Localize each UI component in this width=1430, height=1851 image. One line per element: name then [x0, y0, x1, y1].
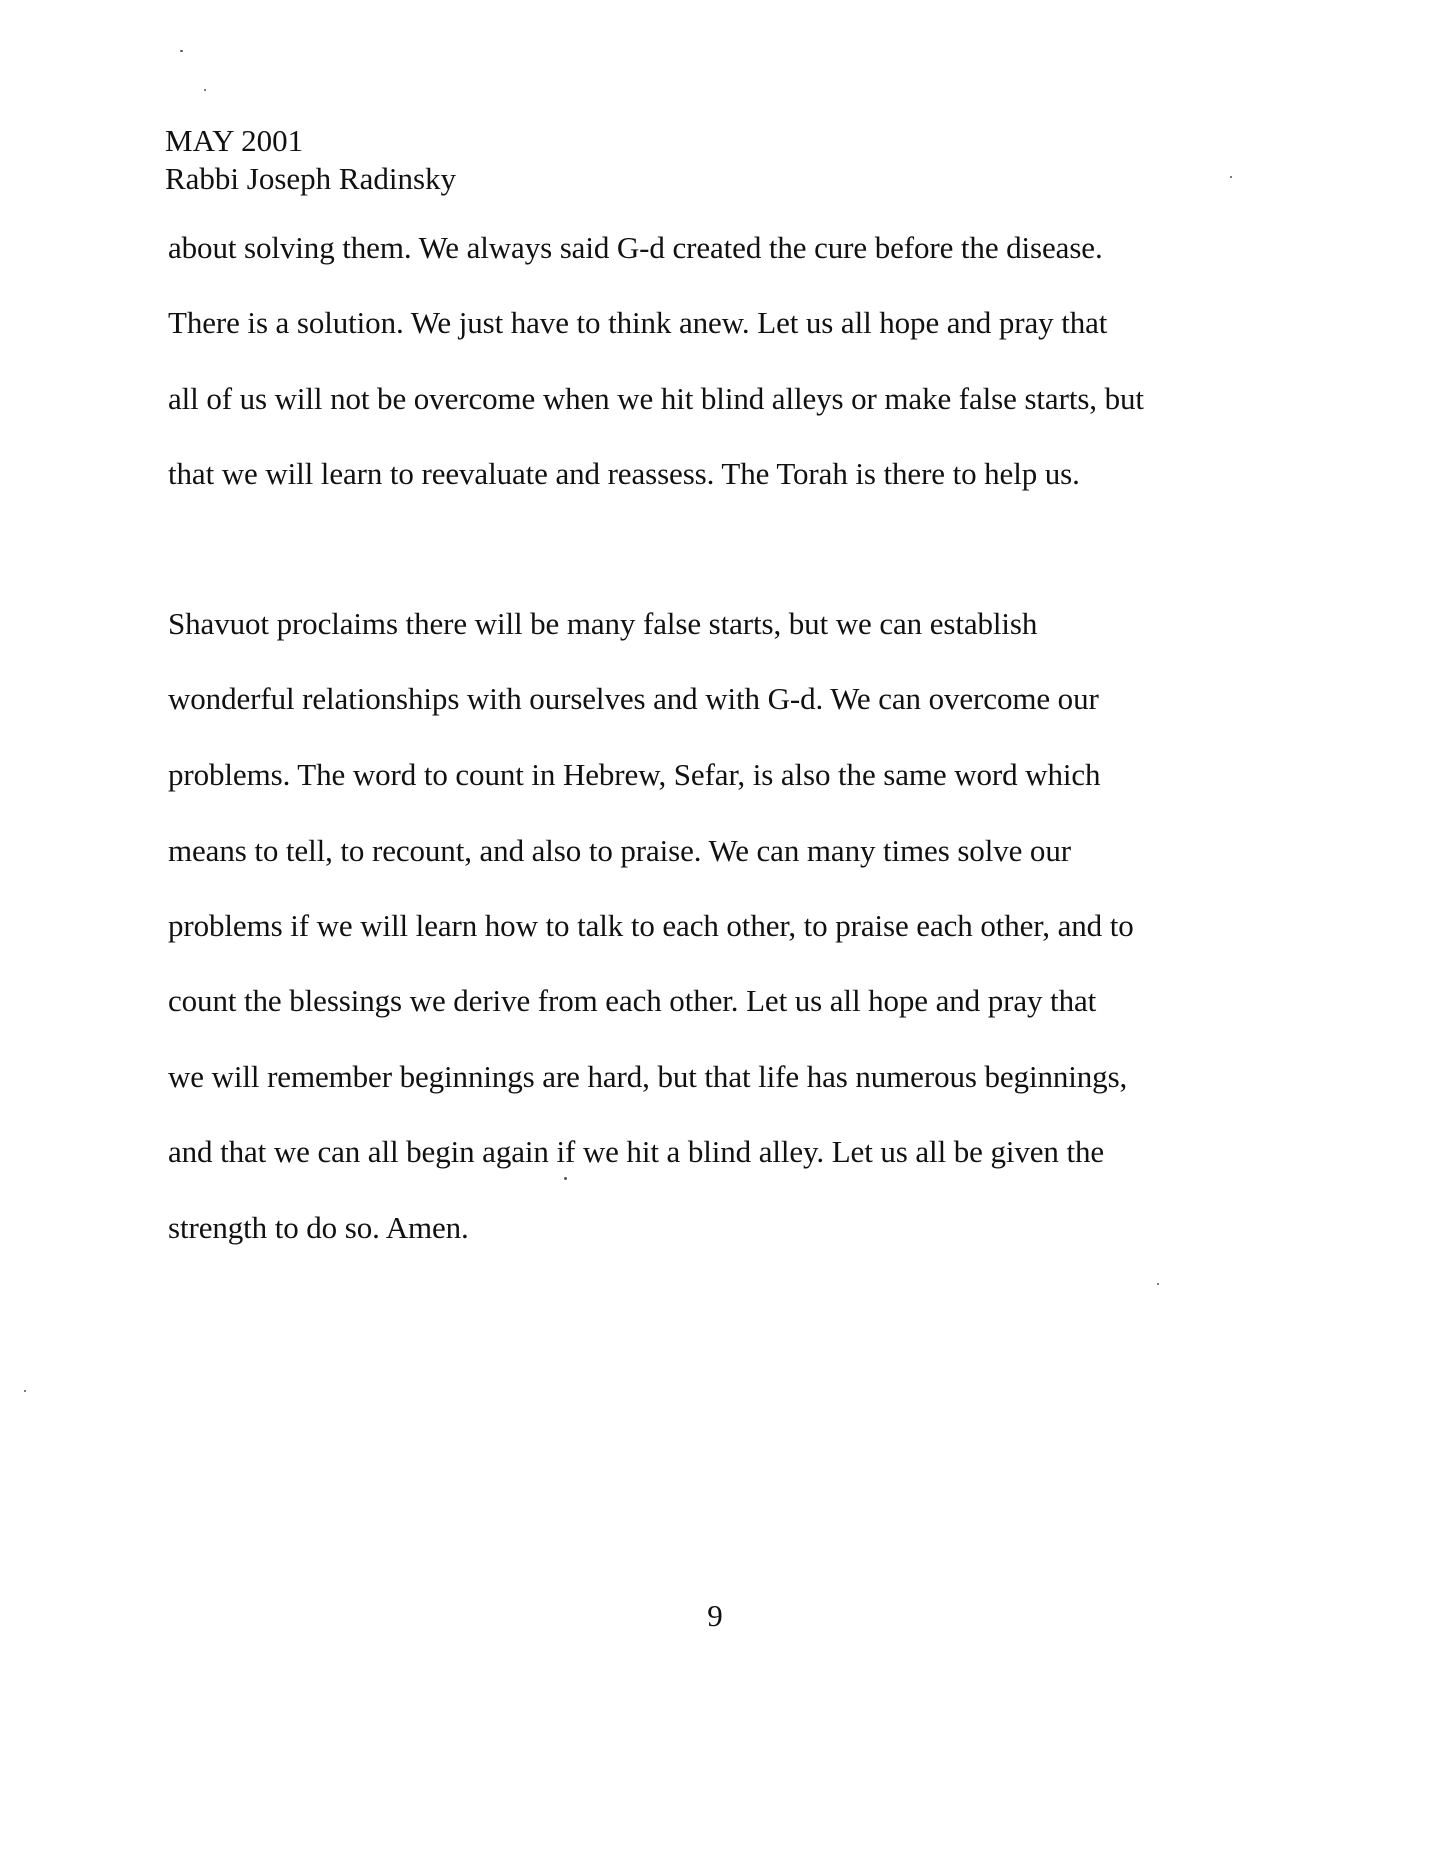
- text-line: means to tell, to recount, and also to praise. We can many times solve our: [168, 833, 1071, 868]
- page-number: 9: [707, 1598, 723, 1633]
- scan-speck: [1157, 1283, 1159, 1285]
- scan-speck: [204, 89, 206, 91]
- text-line: about solving them. We always said G-d created the cure before the disease.: [168, 230, 1103, 265]
- scan-speck: [1230, 176, 1232, 178]
- text-line: There is a solution. We just have to think anew. Let us all hope and pray that: [168, 305, 1108, 340]
- scan-speck: [180, 50, 183, 52]
- text-line: problems if we will learn how to talk to each other, to praise each other, and to: [168, 908, 1134, 943]
- header-date: MAY 2001: [165, 123, 304, 158]
- page-header: [165, 122, 456, 198]
- text-line: all of us will not be overcome when we hit blind alleys or make false starts, but: [168, 381, 1144, 416]
- text-line: and that we can all begin again if we hit a blind alley. Let us all be given the: [168, 1134, 1105, 1169]
- header-author: Rabbi Joseph Radinsky: [165, 161, 457, 196]
- text-line: wonderful relationships with ourselves and with G-d. We can overcome our: [168, 681, 1099, 716]
- scan-speck: [24, 1390, 26, 1392]
- text-line: count the blessings we derive from each other. Let us all hope and pray that: [168, 983, 1097, 1018]
- scan-speck: [564, 1177, 567, 1180]
- text-line: Shavuot proclaims there will be many false starts, but we can establish: [168, 606, 1038, 641]
- text-line: problems. The word to count in Hebrew, Sefar, is also the same word which: [168, 757, 1101, 792]
- text-line: strength to do so. Amen.: [168, 1210, 469, 1245]
- text-line: that we will learn to reevaluate and reassess. The Torah is there to help us.: [168, 456, 1080, 491]
- text-line: we will remember beginnings are hard, but that life has numerous beginnings,: [168, 1059, 1128, 1094]
